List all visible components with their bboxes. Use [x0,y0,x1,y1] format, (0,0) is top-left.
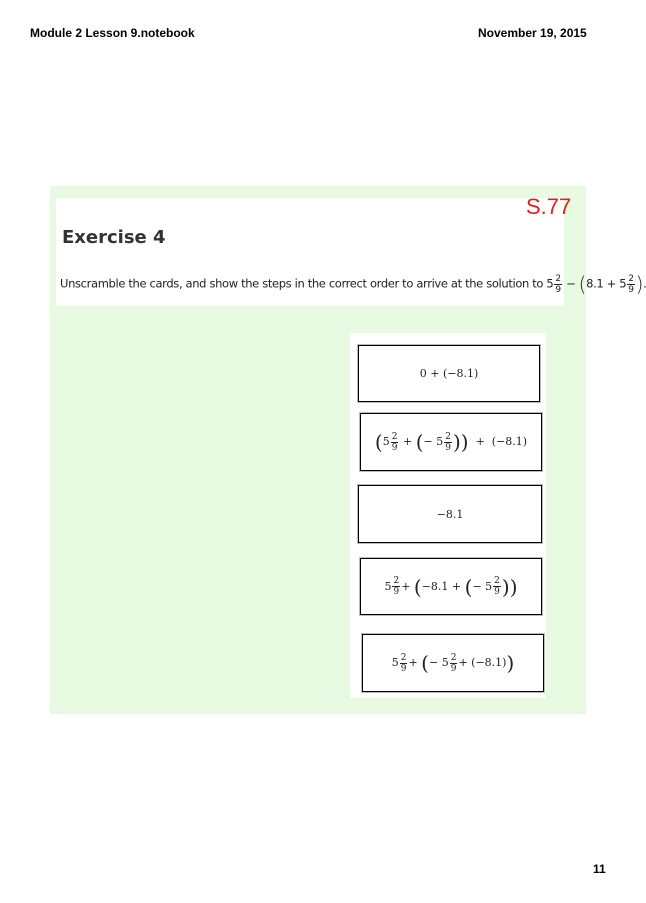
card-expression: (5 $\frac{2}{9}$ + (− 5 $\frac{2}{9}$ )) + (−8.1) [374,430,528,454]
document-date: November 19, 2015 [478,26,587,40]
expression-card[interactable] [358,345,540,402]
expression-card[interactable] [360,558,542,615]
card-expression: 5 $\frac{2}{9}$ + (−8.1 + (− 5 $\frac{2}{9}$ )) [384,574,518,599]
exercise-title: Exercise 4 [62,227,166,248]
exercise-instruction: Unscramble the cards, and show the steps in the correct order to arrive at the solution to 5 $\frac{2}{9}$ − (8.1 + 5 $\frac{2}{9}$ ) [60,272,644,296]
expression-card[interactable] [362,634,544,692]
card-expression: 0 + (−8.1) [419,367,479,380]
slide-tag: S.77 [526,194,572,219]
expression-card[interactable] [358,485,542,543]
card-expression: −8.1 [436,507,464,521]
card-expression: 5 $\frac{2}{9}$ + (− 5 $\frac{2}{9}$ + (−8.1)) [391,651,515,675]
document-title: Module 2 Lesson 9.notebook [30,26,195,40]
page-number: 11 [593,862,606,876]
expression-card[interactable] [360,413,542,471]
